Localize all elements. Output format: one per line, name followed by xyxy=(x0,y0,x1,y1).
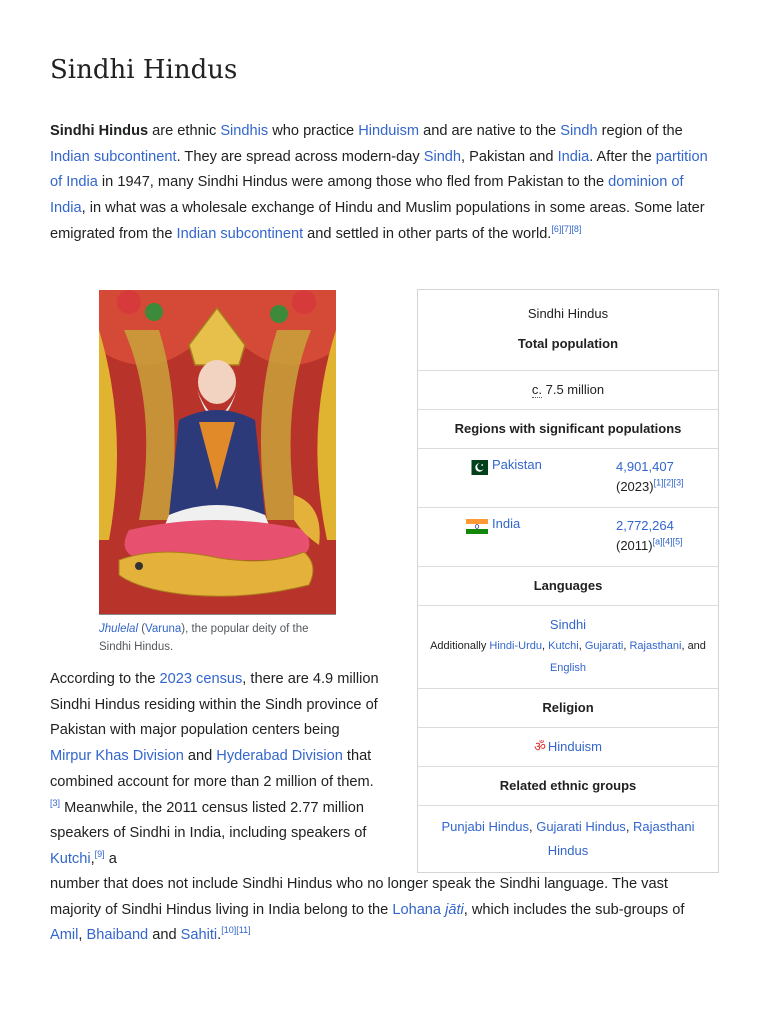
text-span: . They are spread across modern-day xyxy=(176,148,424,165)
page-title: Sindhi Hindus xyxy=(50,55,238,85)
text-span: . xyxy=(217,927,222,944)
text-span: , there are 4.9 million Sindhi Hindus residing within the Sindh province of Pakistan with major population centers being xyxy=(50,671,379,739)
intro-paragraph xyxy=(50,119,720,248)
link-sindh-2[interactable]: Sindh xyxy=(423,148,462,165)
link-2023-census[interactable]: 2023 census xyxy=(159,671,243,687)
citation-ref-3[interactable]: [3] xyxy=(50,797,61,808)
link-jhulelal[interactable]: Jhulelal xyxy=(99,623,138,635)
link-rajasthani-hindus[interactable]: Rajasthani Hindus xyxy=(547,819,695,858)
related-groups-label: Related ethnic groups xyxy=(418,766,718,805)
related-groups-value xyxy=(418,805,718,872)
text-span: , in what was a wholesale exchange of Hindu and Muslim populations in some areas. Some later emigrated from the xyxy=(50,200,705,242)
total-population-label: Total population xyxy=(517,336,619,351)
lohana-paragraph xyxy=(50,872,720,949)
link-punjabi-hindus[interactable]: Punjabi Hindus xyxy=(441,819,529,834)
link-hinduism-religion[interactable]: Hinduism xyxy=(547,739,603,754)
link-jati[interactable]: jāti xyxy=(445,901,464,918)
citation-ref-9[interactable]: [9] xyxy=(94,849,105,860)
india-flag-icon xyxy=(466,519,488,534)
religion-value xyxy=(418,727,718,766)
link-sahiti[interactable]: Sahiti xyxy=(180,927,218,944)
jhulelal-image[interactable] xyxy=(99,290,336,615)
text-span: , xyxy=(578,640,585,652)
link-sindh[interactable]: Sindh xyxy=(560,123,598,139)
link-gujarati-hindus[interactable]: Gujarati Hindus xyxy=(536,819,626,834)
link-partition-of-india[interactable]: partition of India xyxy=(50,148,708,191)
link-hindi-urdu[interactable]: Hindi-Urdu xyxy=(489,640,542,652)
languages-label: Languages xyxy=(418,566,718,605)
figure-caption xyxy=(99,620,336,656)
infobox xyxy=(417,289,719,873)
text-span: ), the popular deity of the Sindhi Hindus. xyxy=(99,623,309,653)
link-indian-subcontinent[interactable]: Indian subcontinent xyxy=(50,148,177,165)
link-pakistan[interactable]: Pakistan xyxy=(492,457,542,472)
link-hinduism[interactable]: Hinduism xyxy=(358,123,420,139)
text-span: Meanwhile, the 2011 census listed 2.77 million speakers of Sindhi in India, including speakers of xyxy=(50,799,367,842)
text-span: ( xyxy=(138,623,146,635)
text-span: and are native to the xyxy=(419,123,561,139)
text-span: region of the xyxy=(597,123,683,139)
pakistan-population-link[interactable]: 4,901,407 xyxy=(616,459,674,474)
citation-refs-10-11[interactable]: [10][11] xyxy=(221,925,251,936)
link-indian-subcontinent-2[interactable]: Indian subcontinent xyxy=(176,225,304,242)
link-india[interactable]: India xyxy=(557,148,590,165)
text-span: , xyxy=(90,850,95,867)
text-span: , xyxy=(528,819,537,834)
text-span: Additionally xyxy=(430,640,490,652)
text-span: According to the xyxy=(50,671,160,687)
subject-bold: Sindhi Hindus xyxy=(50,123,149,139)
link-kutchi[interactable]: Kutchi xyxy=(50,850,91,867)
text-span: that combined account for more than 2 million of them. xyxy=(50,748,374,790)
regions-label: Regions with significant populations xyxy=(418,409,718,448)
text-span: and xyxy=(148,927,181,944)
text-span: and xyxy=(183,748,217,765)
link-english[interactable]: English xyxy=(549,662,587,674)
census-paragraph xyxy=(50,667,380,873)
link-india-infobox[interactable]: India xyxy=(492,516,521,531)
link-dominion-of-india[interactable]: dominion of India xyxy=(50,174,684,217)
text-span: a xyxy=(104,850,117,867)
link-lohana[interactable]: Lohana xyxy=(392,901,442,918)
india-population-link[interactable]: 2,772,264 xyxy=(616,518,674,533)
additional-languages xyxy=(426,635,710,679)
figure-jhulelal xyxy=(99,290,336,656)
pakistan-flag-icon xyxy=(466,460,488,475)
link-varuna[interactable]: Varuna xyxy=(145,623,182,635)
om-icon: ॐ xyxy=(533,739,546,754)
infobox-header xyxy=(418,290,718,370)
text-span: , xyxy=(78,927,87,944)
text-span: number that does not include Sindhi Hindus who no longer speak the Sindhi language. The vast majority of Sindhi Hindus living in India belong to the xyxy=(50,876,668,918)
text-span: . After the xyxy=(589,148,656,165)
citation-refs-intro[interactable]: [6][7][8] xyxy=(551,223,582,234)
religion-label: Religion xyxy=(418,688,718,727)
link-gujarati[interactable]: Gujarati xyxy=(584,640,624,652)
text-span: , xyxy=(541,640,549,652)
link-mirpur-khas-division[interactable]: Mirpur Khas Division xyxy=(50,748,184,765)
link-sindhi-language[interactable]: Sindhi xyxy=(549,617,587,632)
text-span: in 1947, many Sindhi Hindus were among those who fled from Pakistan to the xyxy=(97,174,609,191)
link-sindhis[interactable]: Sindhis xyxy=(220,123,269,139)
pakistan-year: (2023) xyxy=(616,479,654,494)
text-span: , xyxy=(625,819,634,834)
population-number: 7.5 million xyxy=(541,382,605,397)
text-span: and settled in other parts of the world. xyxy=(303,225,552,242)
region-row-india xyxy=(418,507,718,566)
citation-refs-india[interactable]: [a][4][5] xyxy=(652,536,683,547)
text-span: , xyxy=(623,640,630,652)
citation-refs-pakistan[interactable]: [1][2][3] xyxy=(653,477,684,488)
link-bhaiband[interactable]: Bhaiband xyxy=(86,927,149,944)
text-span: who practice xyxy=(268,123,359,139)
link-amil[interactable]: Amil xyxy=(50,927,79,944)
link-rajasthani[interactable]: Rajasthani xyxy=(629,640,682,652)
region-row-pakistan xyxy=(418,448,718,507)
languages-value xyxy=(418,605,718,688)
text-span: are ethnic xyxy=(148,123,221,139)
link-hyderabad-division[interactable]: Hyderabad Division xyxy=(216,748,343,765)
india-year: (2011) xyxy=(616,538,653,553)
circa-abbr[interactable]: c. xyxy=(531,382,542,397)
text-span: , Pakistan and xyxy=(461,148,558,165)
infobox-title: Sindhi Hindus xyxy=(527,306,609,321)
total-population-value xyxy=(418,370,718,409)
link-kutchi-language[interactable]: Kutchi xyxy=(548,640,579,652)
text-span: , and xyxy=(681,640,706,652)
text-span: , which includes the sub-groups of xyxy=(463,901,685,918)
